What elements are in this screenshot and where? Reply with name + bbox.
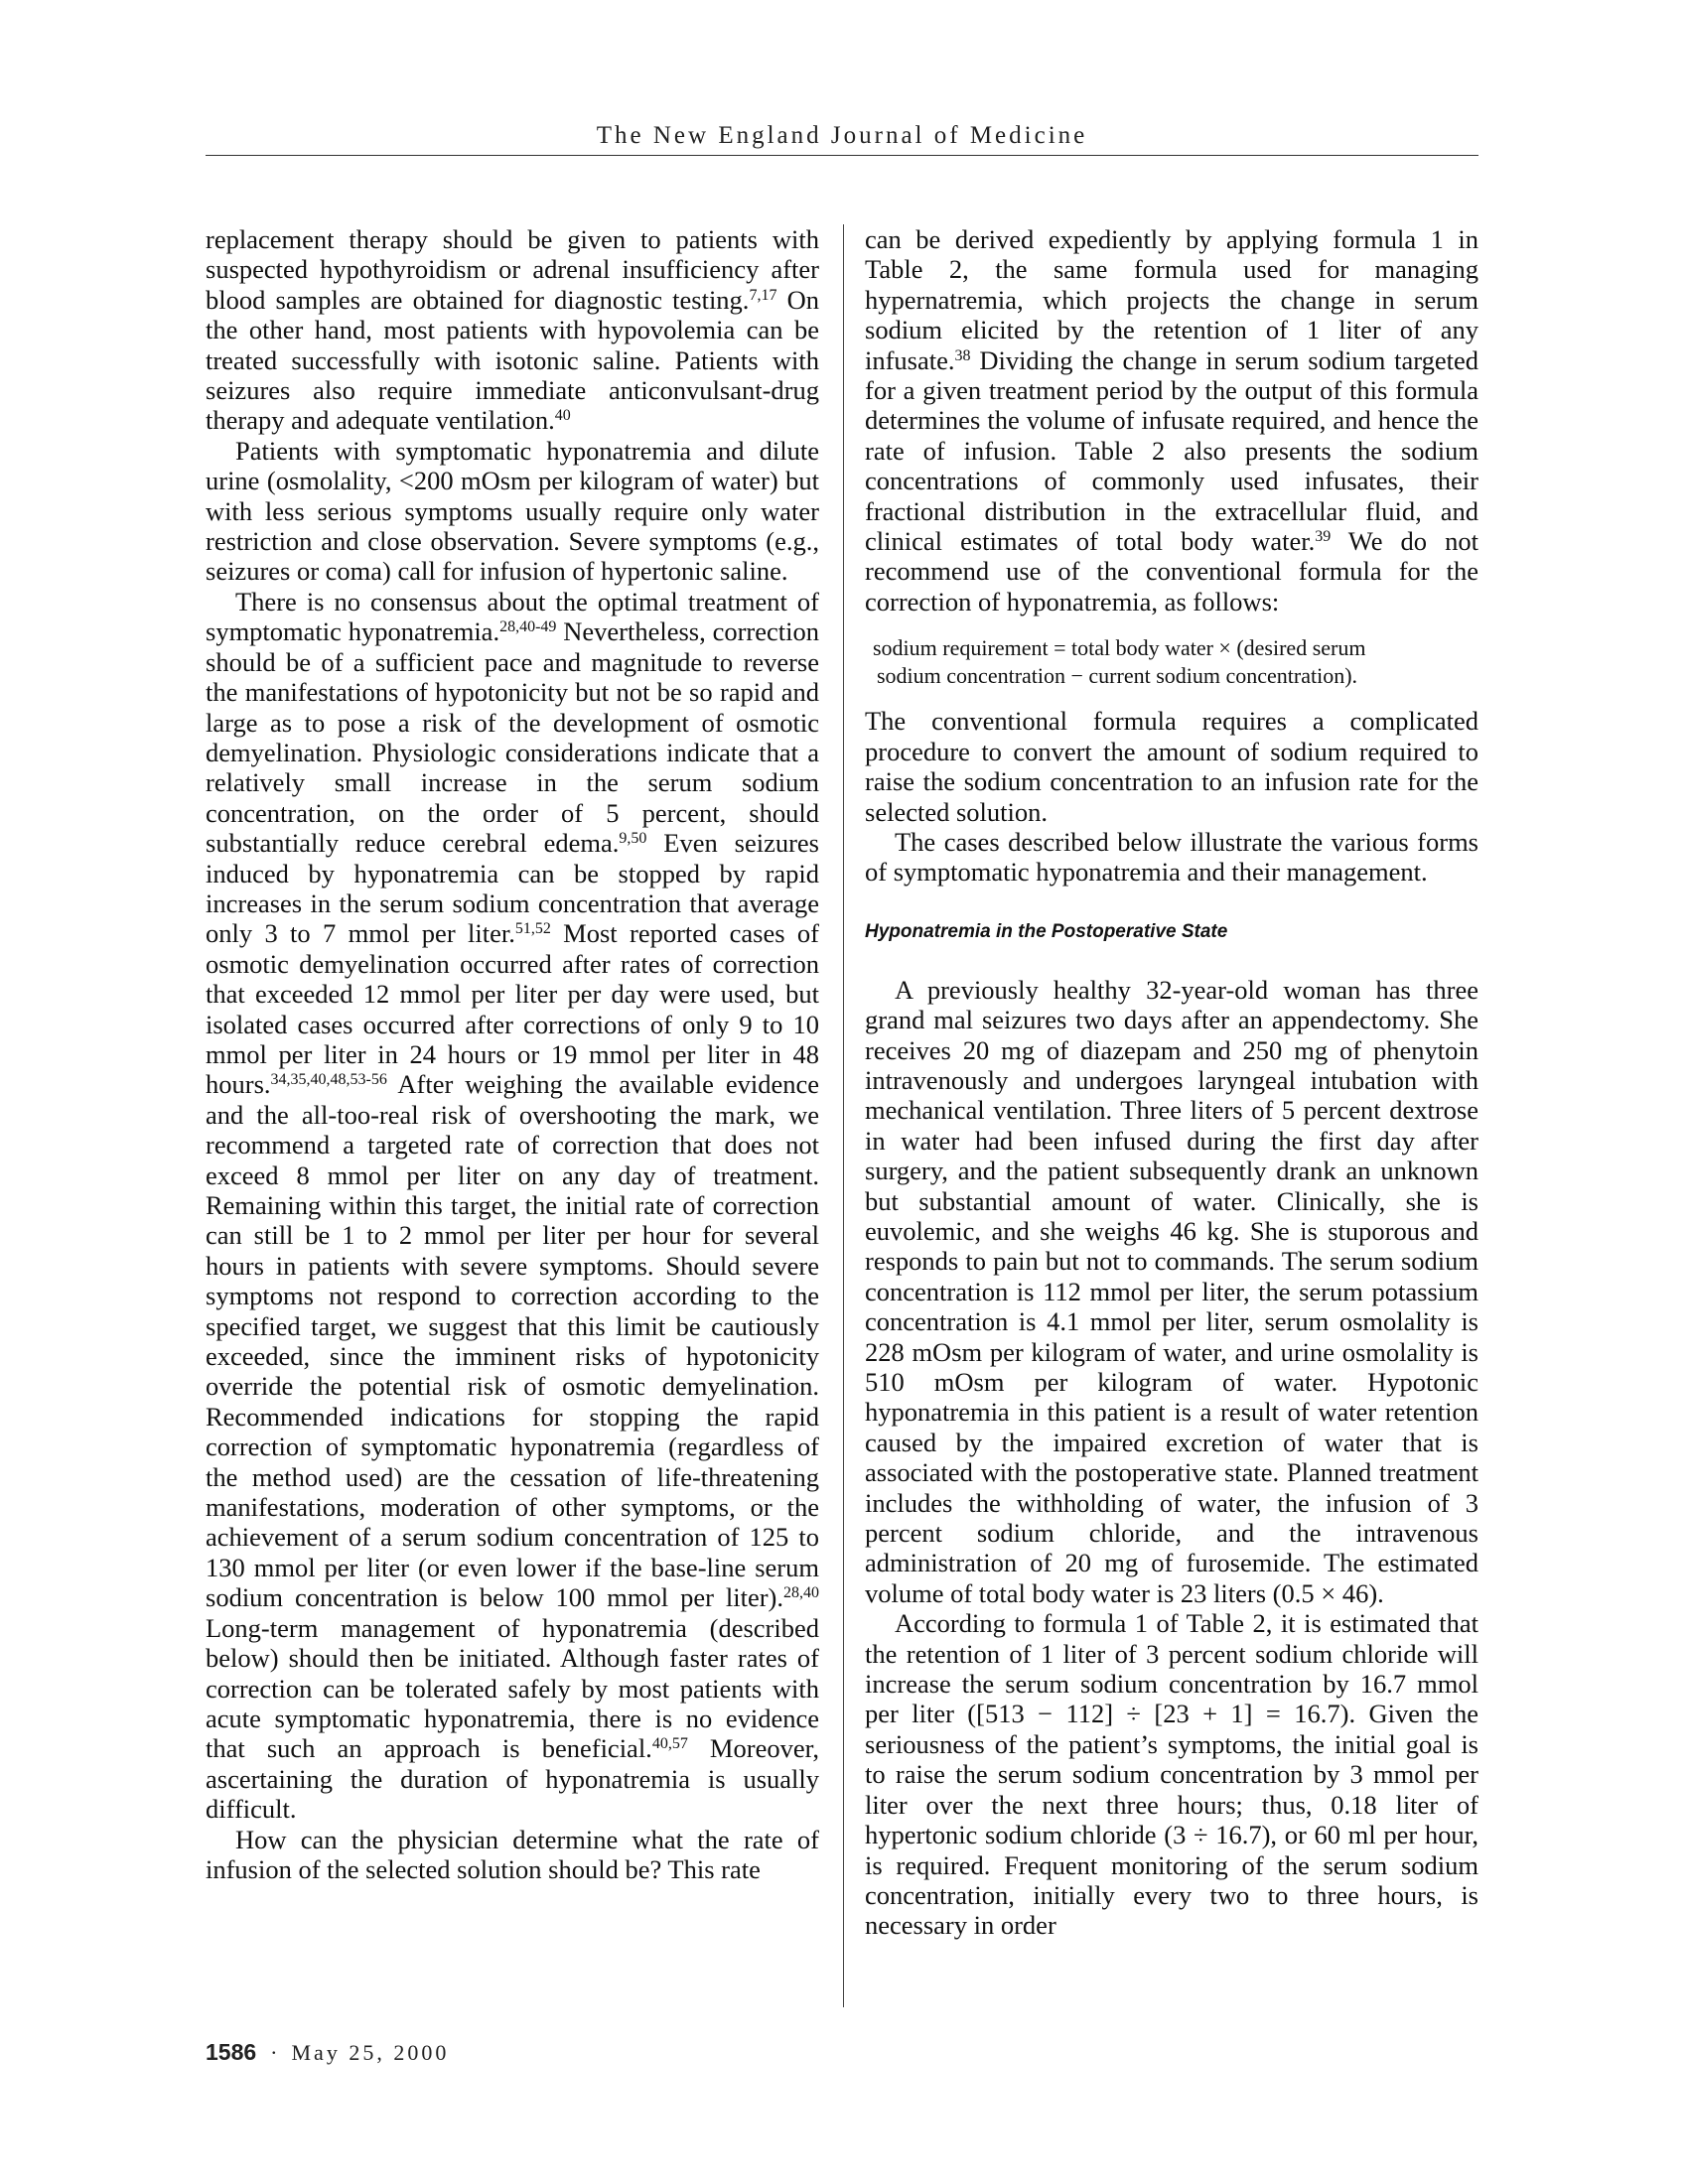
conventional-formula <box>873 634 1478 690</box>
left-column <box>206 224 819 1884</box>
citation: 40 <box>554 407 571 425</box>
paragraph: Patients with symptomatic hyponatremia and dilute urine (osmolality, <200 mOsm per kilogram of water) but with less serious symptoms usually require only water restriction and close observation. Severe symptoms (e.g., seizures or coma) call for infusion of hypertonic saline. <box>206 435 819 587</box>
citation: 39 <box>1315 528 1332 546</box>
citation: 38 <box>954 346 971 364</box>
page-footer <box>206 2035 449 2069</box>
paragraph: replacement therapy should be given to patients with suspected hypothyroidism or adrenal insufficiency after blood samples are obtained for diagnostic testing.$^{7,17}$ On the other hand, most patients with hypovolemia can be treated successfully with isotonic saline. Patients with seizures also require immediate anticonvulsant-drug therapy and adequate ventilation.$^{40}$ <box>206 224 819 436</box>
citation: 7,17 <box>749 286 777 304</box>
citation: 28,40-49 <box>499 618 557 636</box>
citation: 28,40 <box>783 1584 819 1602</box>
paragraph: can be derived expediently by applying formula 1 in Table 2, the same formula used for managing hypernatremia, which projects the change in serum sodium elicited by the retention of 1 liter of any infusate.$^{38}$ Dividing the change in serum sodium targeted for a given treatment period by the output of this formula determines the volume of infusate required, and hence the rate of infusion. Table 2 also presents the sodium concentrations of commonly used infusates, their fractional distribution in the extracellular fluid, and clinical estimates of total body water.$^{39}$ We do not recommend use of the conventional formula for the correction of hyponatremia, as follows: <box>865 224 1478 616</box>
right-column <box>865 224 1478 1941</box>
paragraph: According to formula 1 of Table 2, it is estimated that the retention of 1 liter of 3 percent sodium chloride will increase the serum sodium concentration by 16.7 mmol per liter ([513 − 112] ÷ [23 + 1] = 16.7). Given the seriousness of the patient’s symptoms, the initial goal is to raise the serum sodium concentration by 3 mmol per liter over the next three hours; thus, 0.18 liter of hypertonic sodium chloride (3 ÷ 16.7), or 60 ml per hour, is required. Frequent monitoring of the serum sodium concentration, initially every two to three hours, is necessary in order <box>865 1608 1478 1941</box>
paragraph: The conventional formula requires a complicated procedure to convert the amount of sodium required to raise the sodium concentration to an infusion rate for the selected solution. <box>865 706 1478 827</box>
paragraph: The cases described below illustrate the various forms of symptomatic hyponatremia and their management. <box>865 826 1478 887</box>
column-divider <box>843 224 844 2007</box>
paragraph: How can the physician determine what the rate of infusion of the selected solution should be? This rate <box>206 1824 819 1884</box>
citation: 51,52 <box>514 920 551 938</box>
citation: 9,50 <box>619 830 647 848</box>
citation: 40,57 <box>651 1735 688 1753</box>
paragraph: There is no consensus about the optimal treatment of symptomatic hyponatremia.$^{28,40-49}$ Nevertheless, correction should be of a sufficient pace and magnitude to reverse the manifestations of hypotonicity but not be so rapid and large as to pose a risk of the development of osmotic demyelination. Physiologic considerations indicate that a relatively small increase in the serum sodium concentration, on the order of 5 percent, should substantially reduce cerebral edema.$^{9,50}$ Even seizures induced by hyponatremia can be stopped by rapid increases in the serum sodium concentration that average only 3 to 7 mmol per liter.$^{51,52}$ Most reported cases of osmotic demyelination occurred after rates of correction that exceeded 12 mmol per liter per day were used, but isolated cases occurred after corrections of only 9 to 10 mmol per liter in 24 hours or 19 mmol per liter in 48 hours.$^{34,35,40,48,53-56}$ After weighing the available evidence and the all-too-real risk of overshooting the mark, we recommend a targeted rate of correction that does not exceed 8 mmol per liter on any day of treatment. Remaining within this target, the initial rate of correction can still be 1 to 2 mmol per liter per hour for several hours in patients with severe symptoms. Should severe symptoms not respond to correction according to the specified target, we suggest that this limit be cautiously exceeded, since the imminent risks of hypotonicity override the potential risk of osmotic demyelination. Recommended indications for stopping the rapid correction of symptomatic hyponatremia (regardless of the method used) are the cessation of life-threatening manifestations, moderation of other symptoms, or the achievement of a serum sodium concentration of 125 to 130 mmol per liter (or even lower if the base-line serum sodium concentration is below 100 mmol per liter).$^{28,40}$ Long-term management of hyponatremia (described below) should then be initiated. Although faster rates of correction can be tolerated safely by most patients with acute symptomatic hyponatremia, there is no evidence that such an approach is beneficial.$^{40,57}$ Moreover, ascertaining the duration of hyponatremia is usually difficult. <box>206 586 819 1825</box>
footer-separator: · <box>270 2040 278 2065</box>
formula-line: sodium concentration − current sodium concentration). <box>877 663 1358 689</box>
paragraph: A previously healthy 32-year-old woman has three grand mal seizures two days after an appendectomy. She receives 20 mg of diazepam and 250 mg of phenytoin intravenously and undergoes laryngeal intubation with mechanical ventilation. Three liters of 5 percent dextrose in water had been infused during the first day after surgery, and the patient subsequently drank an unknown but substantial amount of water. Clinically, she is euvolemic, and she weighs 46 kg. She is stuporous and responds to pain but not to commands. The serum sodium concentration is 112 mmol per liter, the serum potassium concentration is 4.1 mmol per liter, serum osmolality is 228 mOsm per kilogram of water, and urine osmolality is 510 mOsm per kilogram of water. Hypotonic hyponatremia in this patient is a result of water retention caused by the impaired excretion of water that is associated with the postoperative state. Planned treatment includes the withholding of water, the infusion of 3 percent sodium chloride, and the intravenous administration of 20 mg of furosemide. The estimated volume of total body water is 23 liters (0.5 × 46). <box>865 974 1478 1608</box>
publication-date: May 25, 2000 <box>291 2040 450 2065</box>
page-number: 1586 <box>206 2039 257 2065</box>
section-heading: Hyponatremia in the Postoperative State <box>865 920 1228 942</box>
citation: 34,35,40,48,53-56 <box>270 1071 387 1089</box>
header-rule <box>206 155 1478 156</box>
journal-header: The New England Journal of Medicine <box>596 122 1088 149</box>
formula-line: sodium requirement = total body water × (desired serum <box>873 635 1366 661</box>
